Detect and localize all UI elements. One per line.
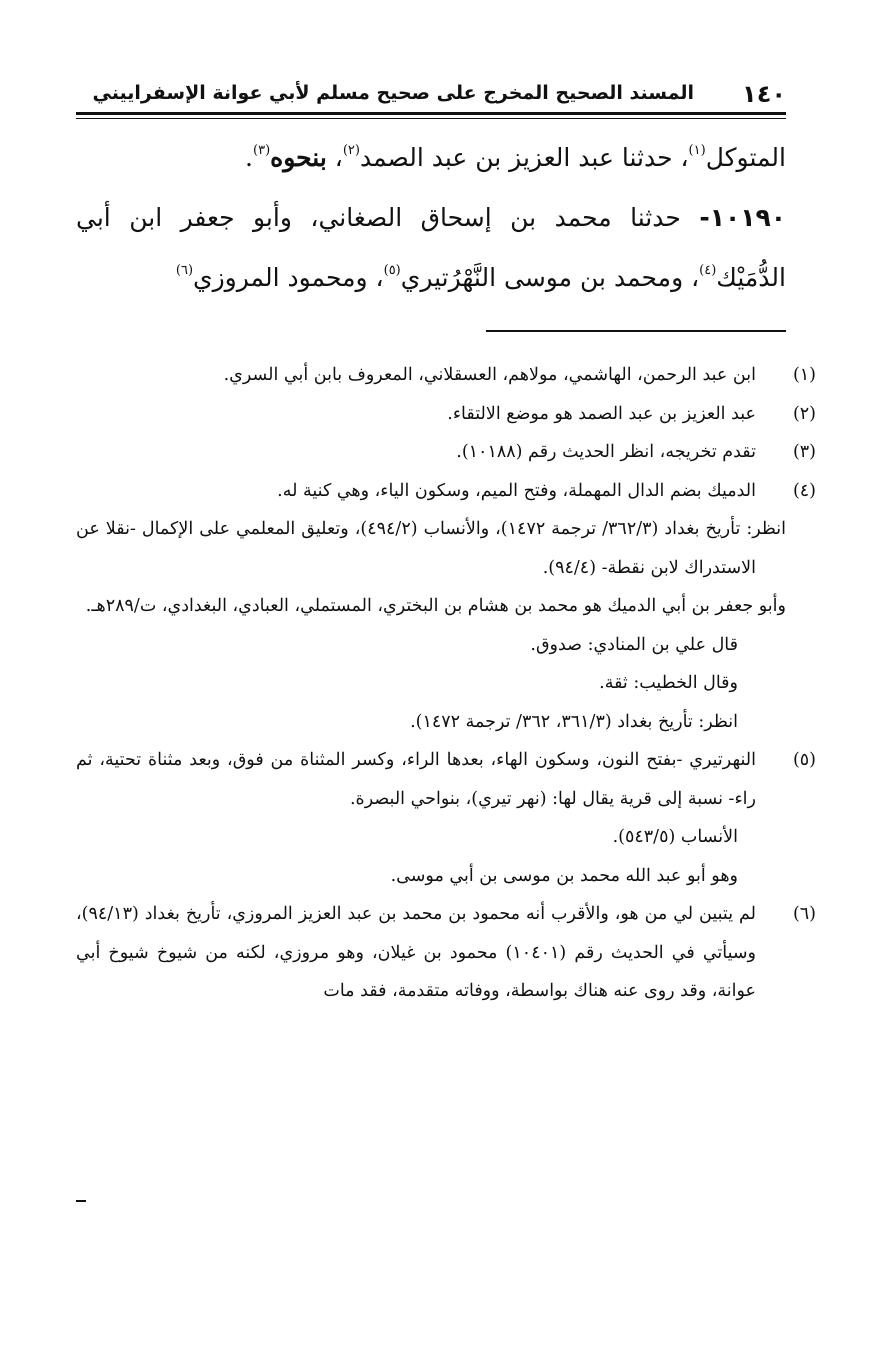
footnote-4-para: انظر: تأريخ بغداد (٣٦٢/٣/ ترجمة ١٤٧٢)، والأنساب (٤٩٤/٢)، وتعليق المعلمي على الإكمال -نقلا عن الاستدراك لابن نقطة- (٩٤/٤). xyxy=(76,519,786,578)
footnote-5 xyxy=(76,741,816,818)
footnote-4-para: انظر: تأريخ بغداد (٣٦١/٣، ٣٦٢/ ترجمة ١٤٧٢). xyxy=(410,711,738,732)
footnote-text: الدميك بضم الدال المهملة، وفتح الميم، وسكون الياء، وهي كنية له. xyxy=(277,480,756,501)
footnote-ref-3[interactable]: (٣) xyxy=(253,143,271,158)
running-title: المسند الصحيح المخرج على صحيح مسلم لأبي عوانة الإسفراييني xyxy=(92,82,694,104)
footnote-5-para: الأنساب (٥٤٣/٥). xyxy=(612,827,738,847)
bold-word: بنحوه xyxy=(270,143,327,172)
footnote-text: تقدم تخريجه، انظر الحديث رقم (١٠١٨٨). xyxy=(456,442,756,462)
text-segment: . xyxy=(245,143,253,172)
text-segment: ، حدثنا عبد العزيز بن عبد الصمد xyxy=(359,143,689,172)
footnotes xyxy=(76,356,816,1011)
footnote-number: (٤) xyxy=(792,480,816,501)
footnote-number: (٦) xyxy=(792,904,816,924)
footnote-text: عبد العزيز بن عبد الصمد هو موضع الالتقاء. xyxy=(447,403,756,424)
footnote-ref-2[interactable]: (٢) xyxy=(342,143,360,158)
text-segment: ، ومحمود المروزي xyxy=(193,263,384,292)
text-segment: المتوكل xyxy=(705,143,786,172)
footnote-4-para: وأبو جعفر بن أبي الدميك هو محمد بن هشام بن البختري، المستملي، العبادي، البغدادي، ت/٢٨٩هـ. xyxy=(85,596,786,616)
header-rule-thin xyxy=(76,118,786,119)
footnote-ref-1[interactable]: (١) xyxy=(688,143,706,158)
footnote-3 xyxy=(76,433,816,472)
footnote-text: النهرتيري -بفتح النون، وسكون الهاء، بعدها الراء، وكسر المثناة من فوق، وبعد مثناة تحتية، ثم راء- نسبة إلى قرية يقال لها: (نهر تيري)، بنواحي البصرة. xyxy=(76,750,756,809)
footnote-number: (٥) xyxy=(792,750,816,770)
page-header xyxy=(76,80,786,114)
text-segment: حدثنا محمد بن إسحاق الصغاني، وأبو جعفر ابن أبي الدُّمَيْك xyxy=(76,203,786,292)
header-rule-thick xyxy=(76,112,786,115)
hadith-number: ١٠١٩٠- xyxy=(699,203,786,232)
footnote-number: (٣) xyxy=(792,442,816,462)
text-segment: ، xyxy=(326,143,343,172)
main-text xyxy=(76,128,786,308)
footnote-2 xyxy=(76,395,816,434)
footnote-1 xyxy=(76,356,816,395)
footnote-ref-6[interactable]: (٦) xyxy=(175,263,194,278)
continuation-mark xyxy=(76,1200,86,1202)
footnote-4-para: قال علي بن المنادي: صدوق. xyxy=(530,634,738,655)
page-number: ١٤٠ xyxy=(742,80,786,108)
footnote-text: لم يتبين لي من هو، والأقرب أنه محمود بن محمد بن عبد العزيز المروزي، تأريخ بغداد (٩٤/١٣)، وسيأتي في الحديث رقم (١٠٤٠١) محمود بن غيلان، وهو مروزي، لكنه من شيوخ شيوخ أبي عوانة، وقد روى عنه هناك بواسطة، ووفاته متقدمة، فقد مات xyxy=(76,904,756,1001)
footnote-5-para: وهو أبو عبد الله محمد بن موسى بن أبي موسى. xyxy=(390,865,738,886)
footnote-text: ابن عبد الرحمن، الهاشمي، مولاهم، العسقلاني، المعروف بابن أبي السري. xyxy=(223,365,756,385)
hadith-paragraph xyxy=(76,188,786,308)
footnote-4-para: وقال الخطيب: ثقة. xyxy=(599,673,738,693)
footnote-number: (١) xyxy=(792,365,816,385)
footnote-number: (٢) xyxy=(792,403,816,424)
footnote-ref-5[interactable]: (٥) xyxy=(383,263,401,278)
footnote-ref-4[interactable]: (٤) xyxy=(699,263,717,278)
text-segment: ، ومحمد بن موسى النَّهْرُتيري xyxy=(400,263,700,292)
main-line-1 xyxy=(76,128,786,188)
footnote-separator xyxy=(486,330,786,332)
footnote-4 xyxy=(76,472,816,511)
footnote-6 xyxy=(76,895,816,1011)
